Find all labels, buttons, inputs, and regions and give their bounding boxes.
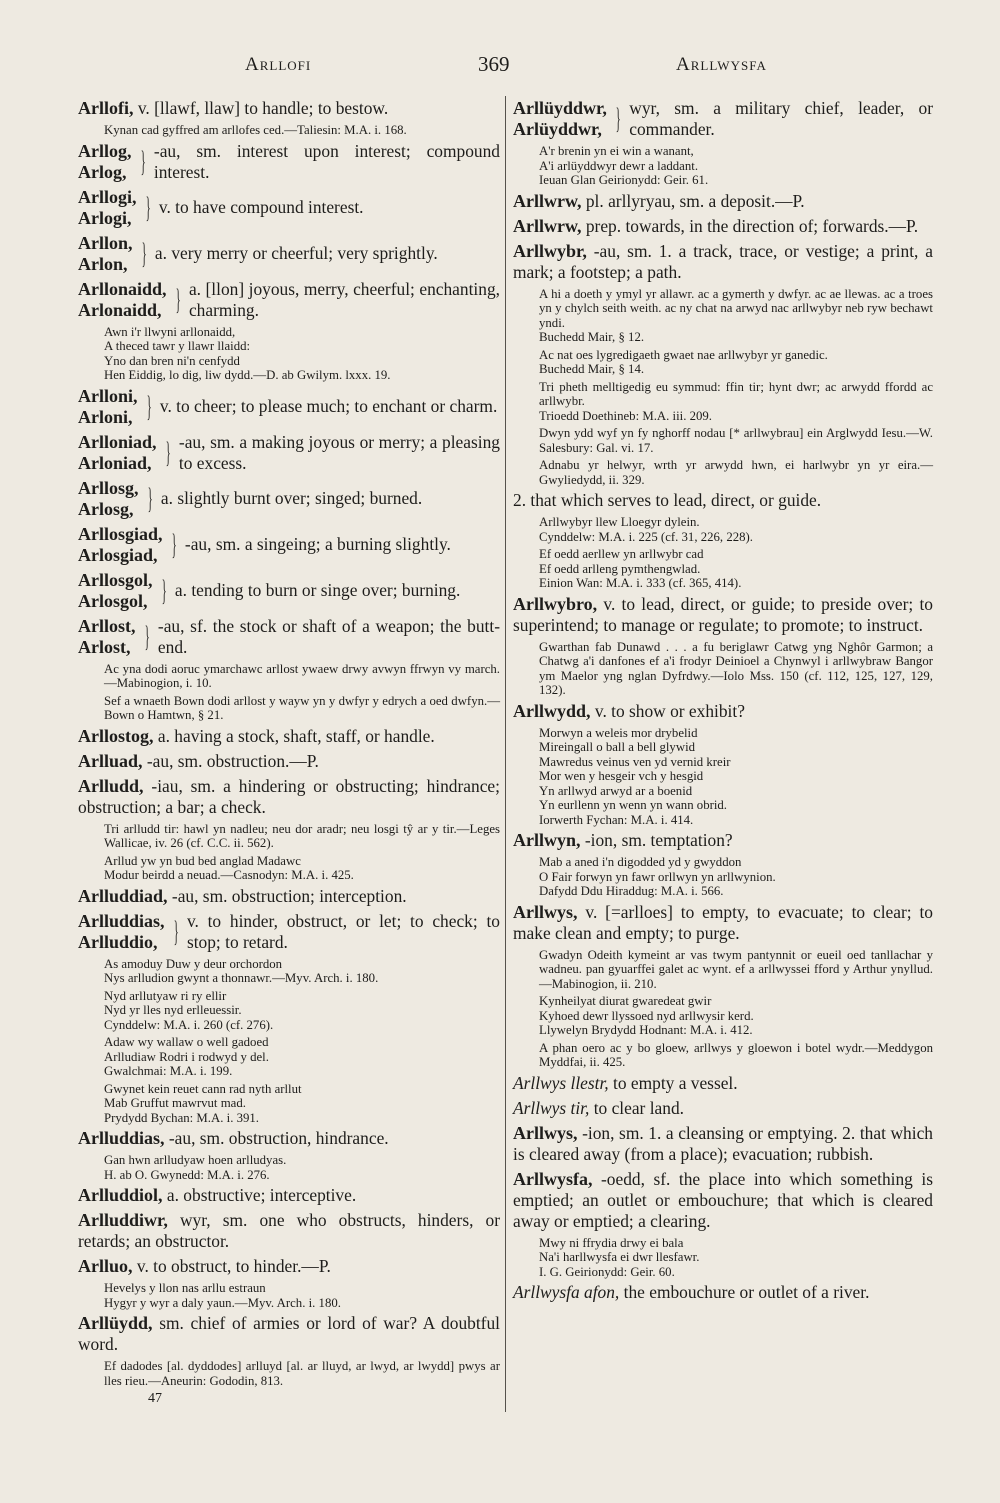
entry-definition: a. [llon] joyous, merry, cheerful; enchanting, charming.: [188, 278, 500, 320]
dictionary-entry: [513, 216, 933, 237]
dictionary-entry: [513, 701, 933, 722]
brace-glyph: }: [165, 435, 171, 469]
brace-glyph: }: [144, 619, 150, 653]
citation-quote: Hevelys y llon nas arllu estraun Hygyr y wyr a daly yaun.—Myv. Arch. i. 180.: [104, 1281, 341, 1310]
brace-glyph: }: [171, 527, 177, 561]
citation-quote: A phan oero ac y bo gloew, arllwys y gloewon i botel wydr.—Meddygon Myddfai, ii. 425.: [539, 1040, 933, 1069]
dictionary-entry: [78, 1210, 500, 1252]
dictionary-entry-pair: [78, 187, 500, 229]
phrase-term: Arllwysfa afon,: [513, 1282, 620, 1302]
dictionary-entry-pair: [513, 98, 933, 140]
dictionary-entry-pair: [78, 570, 500, 612]
entry-definition: v. to have compound interest.: [158, 197, 364, 217]
entry-definition: a. obstructive; interceptive.: [166, 1185, 357, 1205]
entry-definition: pl. arllyryau, sm. a deposit.—P.: [585, 190, 805, 211]
entry-definition: v. to lead, direct, or guide; to preside over; to superintend; to manage or regulate; to promote; to instruct.: [513, 593, 933, 635]
dictionary-entry: [513, 241, 933, 283]
dictionary-entry: [513, 1123, 933, 1165]
entry-headword-pair: Arllosgol, Arlosgol,: [78, 569, 153, 611]
entry-definition: -au, sm. a singeing; a burning slightly.: [184, 534, 451, 554]
entry-definition: wyr, sm. one who obstructs, hinders, or retards; an obstructor.: [78, 1210, 501, 1251]
dictionary-entry: [78, 1128, 500, 1149]
citation-quote: Ac yna dodi aoruc ymarchawc arllost ywaew drwy avwyn ffrwyn vy march.—Mabinogion, i. 10.: [104, 661, 500, 690]
entry-headword: Arlluddiwr,: [78, 1210, 168, 1230]
citation-quote: Mab a aned i'n digodded yd y gwyddon O Fair forwyn yn fawr orllwyn yn arllwynion. Dafydd Ddu Hiraddug: M.A. i. 566.: [539, 855, 776, 898]
entry-headword-pair: Arllosg, Arlosg,: [78, 477, 139, 519]
citation-quote: Gwarthan fab Dunawd . . . a fu beriglawr Catwg yng Nghôr Garmon; a Chatwg a'i danfones ef a'i frodyr Deinioel a Chynwyl i arllwybraw Bangor ym Maelor yng nglan Dyfrdwy.—Iolo Mss. 150 (cf. 112, 125, 127, 129, 132).: [539, 639, 933, 697]
entry-definition: wyr, sm. a military chief, leader, or commander.: [629, 98, 933, 139]
citation-quote: Kynan cad gyffred am arllofes ced.—Taliesin: M.A. i. 168.: [104, 123, 407, 137]
phrase-entry: [513, 1073, 933, 1094]
citation-quote: Arllwybyr llew Lloegyr dylein. Cynddelw: M.A. i. 225 (cf. 31, 226, 228).: [539, 515, 753, 544]
citation-quote: Ef oedd aerllew yn arllwybr cad Ef oedd arlleng pymthengwlad. Einion Wan: M.A. i. 333 (cf. 365, 414).: [539, 547, 742, 590]
dictionary-entry-pair: [78, 524, 500, 566]
dictionary-entry-pair: [78, 432, 500, 474]
entry-definition: a. tending to burn or singe over; burning.: [174, 580, 461, 600]
citation-quote: A hi a doeth y ymyl yr allawr. ac a gymerth y dwfyr. ac ae llewas. ac a troes yn y chylch seith weith. ac ny chat na arwyd nac arllwybyr neb ryw bechawt yndi. Buchedd Mair, § 12.: [539, 286, 933, 344]
entry-definition: -ion, sm. temptation?: [584, 830, 733, 850]
citation-quote: Morwyn a weleis mor drybelid Mireingall o ball a bell glywid Mawredus veinus ven yd vernid kreir Mor wen y hesgeir vch y hesgid Yn arllwyd arwyd ar a boenid Yn eurllenn yn wenn yn wann obrid. Iorwerth Fychan: M.A. i. 414.: [539, 725, 731, 827]
entry-headword: Arllwydd,: [513, 700, 591, 721]
entry-headword-pair: Arlloniad, Arloniad,: [78, 431, 157, 473]
entry-definition: -au, sm. obstruction.—P.: [146, 750, 319, 771]
entry-headword: Arllofi,: [78, 98, 134, 118]
citation-quote: Ef dadodes [al. dyddodes] arlluyd [al. ar lluyd, ar lwyd, ar lwydd] pwys ar lles rieu.—Aneurin: Gododin, 813.: [104, 1359, 500, 1388]
dictionary-entry: [513, 902, 933, 944]
citation-quote: Tri arlludd tir: hawl yn nadleu; neu dor aradr; neu losgi tŷ ar y tir.—Leges Wallicae, iv. 26 (cf. C.C. ii. 562).: [104, 821, 500, 850]
brace-glyph: }: [146, 389, 152, 423]
entry-headword: Arlluddiad,: [78, 885, 168, 906]
brace-glyph: }: [141, 236, 147, 270]
dictionary-entry: [513, 191, 933, 212]
brace-glyph: }: [147, 481, 153, 515]
entry-headword: Arllwrw,: [513, 190, 582, 211]
citation-quote: Awn i'r llwyni arllonaidd, A theced tawr y llawr llaidd: Yno dan bren ni'n cenfydd Hen Eiddig, lo dig, liw dydd.—D. ab Gwilym. lxxx. 19.: [104, 324, 391, 382]
entry-headword-pair: Arllüyddwr, Arlüyddwr,: [513, 98, 607, 139]
citation-quote: Gwynet kein reuet cann rad nyth arllut Mab Gruffut mawrvut mad. Prydydd Bychan: M.A. i. 391.: [104, 1081, 302, 1125]
entry-headword: Arllwybr,: [513, 240, 587, 261]
phrase-definition: to clear land.: [589, 1097, 684, 1118]
brace-glyph: }: [161, 573, 167, 607]
entry-headword-pair: Arllost, Arlost,: [78, 615, 136, 657]
citation-quote: Ac nat oes lygredigaeth gwaet nae arllwybyr yr ganedic. Buchedd Mair, § 14.: [539, 347, 828, 376]
citation-quote: Gwadyn Odeith kymeint ar vas twym pantynnit or eueil oed tanllachar y wadneu. pan gyuarffei galet ac wynt. ef a arllwyssei fford y Arthur ynyllud.—Mabinogion, ii. 210.: [539, 947, 933, 991]
entry-headword-pair: Arllonaidd, Arlonaidd,: [78, 278, 167, 320]
brace-glyph: }: [140, 144, 146, 178]
entry-definition: a. slightly burnt over; singed; burned.: [160, 488, 423, 508]
dictionary-entry: [78, 776, 500, 818]
entry-definition: -au, sm. obstruction; interception.: [171, 885, 407, 906]
column-divider: [505, 96, 506, 1412]
entry-definition: v. [llawf, llaw] to handle; to bestow.: [137, 98, 389, 118]
citation-quote: As amoduy Duw y deur orchordon Nys arlludion gwynt a thonnawr.—Myv. Arch. i. 180.: [104, 956, 379, 985]
phrase-definition: to empty a vessel.: [608, 1072, 738, 1093]
dictionary-entry-pair: [78, 478, 500, 520]
dictionary-entry-pair: [78, 911, 500, 953]
citation-quote: Nyd arllutyaw ri ry ellir Nyd yr lles nyd erlleuessir. Cynddelw: M.A. i. 260 (cf. 276).: [104, 988, 274, 1032]
citation-quote: A'r brenin yn ei win a wanant, A'i arlüyddwyr dewr a laddant. Ieuan Glan Geirionydd: Geir. 61.: [539, 144, 709, 187]
page-number: 369: [478, 52, 510, 76]
dictionary-entry-pair: [78, 279, 500, 321]
entry-headword: Arllwys,: [513, 1122, 578, 1143]
phrase-term: Arllwys tir,: [513, 1097, 590, 1118]
entry-headword-pair: Arllog, Arlog,: [78, 140, 132, 182]
entry-headword: Arllüydd,: [78, 1313, 153, 1333]
entry-definition: -au, sm. interest upon interest; compound interest.: [153, 140, 500, 182]
entry-definition: -oedd, sf. the place into which something is emptied; an outlet or embouchure; that which is cleared away or emptied; a clearing.: [513, 1168, 933, 1231]
header-left-guideword: Arllofi: [245, 54, 312, 75]
citation-quote: Dwyn ydd wyf yn fy nghorff nodau [* arllwybrau] ein Arglwydd Iesu.—W. Salesbury: Gal. vi. 17.: [539, 426, 933, 455]
entry-definition: v. to show or exhibit?: [594, 700, 745, 721]
entry-headword: Arlluad,: [78, 750, 143, 771]
entry-definition: -au, sm. obstruction, hindrance.: [168, 1128, 389, 1148]
entry-headword: Arlludd,: [78, 775, 144, 796]
dictionary-entry: [78, 751, 500, 772]
entry-headword: Arllwyn,: [513, 830, 581, 850]
entry-headword: Arlluo,: [78, 1256, 133, 1276]
signature-mark: 47: [148, 1391, 162, 1406]
dictionary-entry: [78, 1185, 500, 1206]
brace-glyph: }: [175, 282, 181, 316]
dictionary-entry: [78, 1313, 500, 1355]
entry-definition: -iau, sm. a hindering or obstructing; hindrance; obstruction; a bar; a check.: [78, 775, 500, 817]
entry-headword-pair: Arlluddias, Arlluddio,: [78, 910, 165, 952]
entry-definition: a. very merry or cheerful; very sprightly.: [154, 243, 438, 263]
entry-definition: v. [=arlloes] to empty, to evacuate; to clear; to make clean and empty; to purge.: [513, 901, 933, 943]
entry-headword: Arllwysfa,: [513, 1168, 593, 1189]
phrase-definition: the embouchure or outlet of a river.: [619, 1282, 870, 1302]
phrase-entry: [513, 1282, 933, 1303]
dictionary-entry: [78, 1256, 500, 1277]
right-column: [513, 98, 933, 1307]
citation-quote: Mwy ni ffrydia drwy ei bala Na'i harllwysfa ei dwr llesfawr. I. G. Geirionydd: Geir. 60.: [539, 1235, 700, 1279]
header-right-guideword: Arllwysfa: [676, 54, 767, 75]
entry-headword: Arllwys,: [513, 901, 578, 922]
entry-definition: -ion, sm. 1. a cleansing or emptying. 2. that which is cleared away (from a place); evacuation; rubbish.: [513, 1122, 933, 1164]
dictionary-entry-pair: [78, 141, 500, 183]
dictionary-entry: [78, 98, 500, 119]
citation-quote: Tri pheth melltigedig eu symmud: ffin tir; hynt dwr; ac arwydd ffordd ac arllwybr. Trioedd Doethineb: M.A. iii. 209.: [539, 379, 933, 423]
entry-headword: Arlluddias,: [78, 1128, 165, 1148]
entry-headword-pair: Arllon, Arlon,: [78, 232, 133, 274]
dictionary-entry: [513, 1169, 933, 1232]
entry-definition: -au, sf. the stock or shaft of a weapon; the butt-end.: [157, 615, 500, 657]
entry-definition: v. to cheer; to please much; to enchant or charm.: [159, 396, 498, 416]
dictionary-entry-pair: [78, 386, 500, 428]
left-column: [78, 98, 500, 1407]
citation-quote: Adaw wy wallaw o well gadoed Arlludiaw Rodri i rodwyd y del. Gwalchmai: M.A. i. 199.: [104, 1035, 269, 1078]
entry-definition: v. to hinder, obstruct, or let; to check; to stop; to retard.: [186, 910, 500, 952]
dictionary-entry: [78, 726, 500, 747]
entry-headword: Arllwrw,: [513, 215, 582, 236]
entry-definition: -au, sm. a making joyous or merry; a pleasing to excess.: [178, 431, 500, 473]
dictionary-entry: [513, 594, 933, 636]
citation-quote: Arllud yw yn bud bed anglad Madawc Modur beirdd a neuad.—Casnodyn: M.A. i. 425.: [104, 853, 354, 882]
entry-definition: -au, sm. 1. a track, trace, or vestige; a print, a mark; a footstep; a path.: [513, 240, 933, 282]
citation-quote: Gan hwn arlludyaw hoen arlludyas. H. ab O. Gwynedd: M.A. i. 276.: [104, 1153, 287, 1182]
entry-headword: Arllwybro,: [513, 593, 598, 614]
entry-definition: v. to obstruct, to hinder.—P.: [136, 1256, 331, 1276]
entry-headword-pair: Arllogi, Arlogi,: [78, 186, 137, 228]
dictionary-entry-pair: [78, 233, 500, 275]
running-header: [0, 50, 1000, 80]
dictionary-entry-pair: [78, 616, 500, 658]
entry-headword: Arllostog,: [78, 725, 154, 746]
brace-glyph: }: [173, 914, 179, 948]
entry-headword-pair: Arlloni, Arloni,: [78, 385, 138, 427]
phrase-term: Arllwys llestr,: [513, 1072, 609, 1093]
citation-quote: Kynheilyat diurat gwaredeat gwir Kyhoed dewr llyssoed nyd arllwysir kerd. Llywelyn Brydydd Hodnant: M.A. i. 412.: [539, 994, 754, 1037]
citation-quote: Adnabu yr helwyr, wrth yr arwydd hwn, ei harlwybr yn yr eira.—Gwyliedydd, ii. 329.: [539, 458, 933, 487]
entry-definition: prep. towards, in the direction of; forwards.—P.: [585, 215, 919, 236]
entry-headword: Arlluddiol,: [78, 1185, 163, 1205]
entry-definition: sm. chief of armies or lord of war? A doubtful word.: [78, 1313, 500, 1354]
citation-quote: Sef a wnaeth Bown dodi arllost y wayw yn y dwfyr y edrych a oed dwfyn.—Bown o Hamtwn, § 21.: [104, 693, 500, 722]
phrase-entry: [513, 1098, 933, 1119]
brace-glyph: }: [145, 190, 151, 224]
dictionary-entry: [78, 886, 500, 907]
entry-headword-pair: Arllosgiad, Arlosgiad,: [78, 523, 163, 565]
dictionary-entry: [513, 830, 933, 851]
sense-definition: 2. that which serves to lead, direct, or guide.: [513, 490, 822, 510]
brace-glyph: }: [615, 102, 621, 135]
entry-definition: a. having a stock, shaft, staff, or handle.: [157, 725, 435, 746]
